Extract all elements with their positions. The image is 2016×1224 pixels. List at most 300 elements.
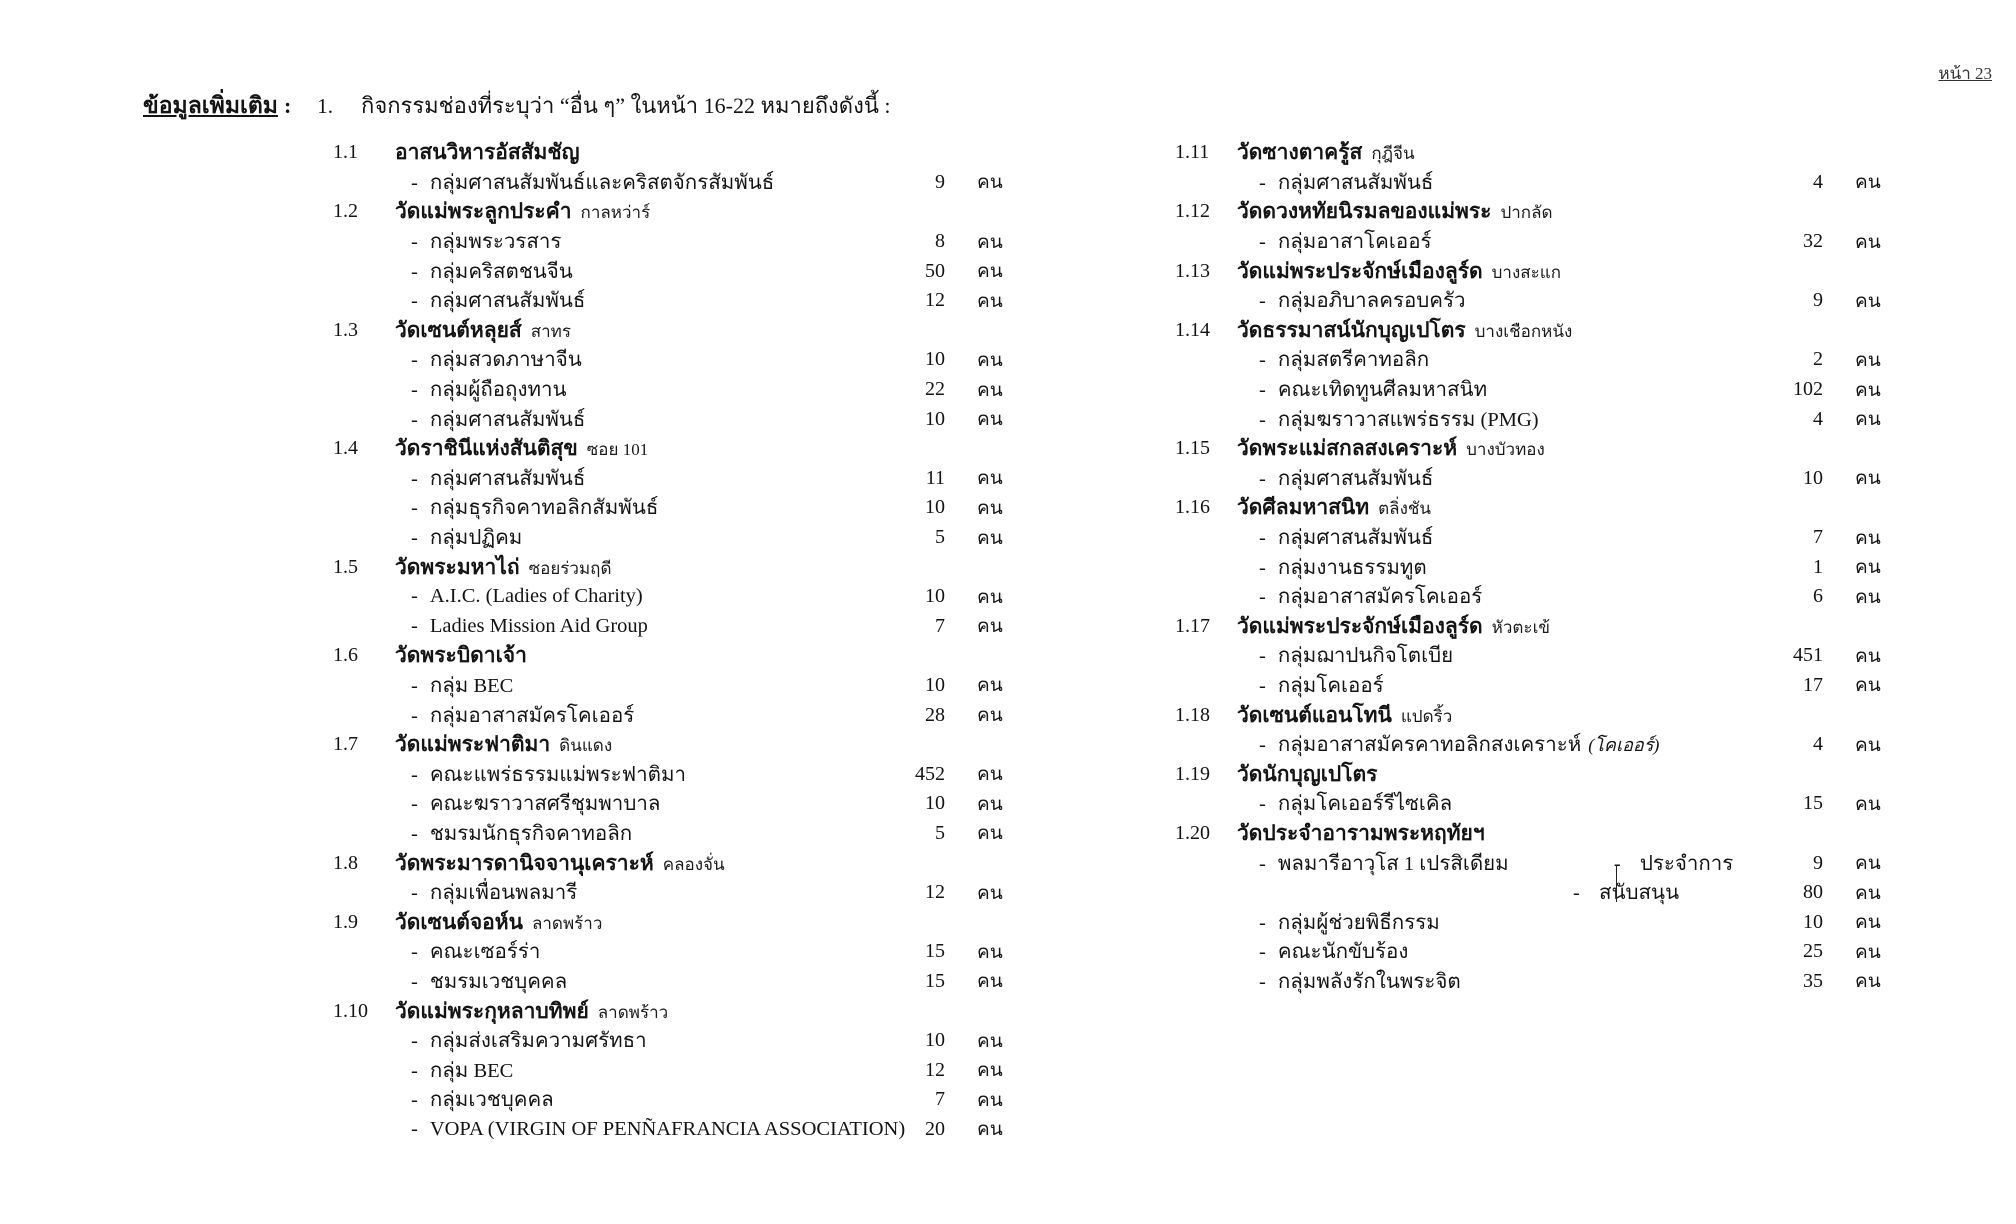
- church-label: [395, 195, 875, 228]
- church-location: สาทร: [530, 321, 571, 341]
- group-label: [1237, 906, 1753, 939]
- section-number: 1.11: [1175, 141, 1210, 164]
- group-text: กลุ่มศาสนสัมพันธ์: [429, 467, 586, 490]
- dash-marker: -: [411, 614, 418, 637]
- group-label: [1237, 373, 1753, 406]
- group-count: 7: [1813, 526, 1823, 549]
- group-unit: คน: [977, 379, 1003, 401]
- group-sub-label: ประจำการ: [1639, 852, 1734, 875]
- church-name: วัดแม่พระลูกประคำ: [395, 199, 572, 224]
- dash-marker: -: [1259, 852, 1266, 875]
- group-text: Ladies Mission Aid Group: [429, 614, 648, 637]
- group-label: [395, 1083, 875, 1116]
- group-text: คณะฆราวาสศรีชุมพาบาล: [429, 793, 661, 816]
- church-name: วัดเซนต์แอนโทนี: [1237, 702, 1392, 727]
- group-row: [333, 937, 1025, 967]
- group-count: 5: [935, 526, 945, 549]
- church-location: บางเชือกหนัง: [1474, 321, 1573, 341]
- group-count: 5: [935, 821, 945, 844]
- header-colon: :: [283, 93, 292, 118]
- church-row: [1175, 316, 1903, 346]
- group-row: [333, 464, 1025, 494]
- church-row: [1175, 256, 1903, 286]
- group-count: 10: [925, 407, 945, 430]
- group-row: [333, 493, 1025, 523]
- church-name: วัดราชินีแห่งสันติสุข: [395, 436, 578, 461]
- group-unit: คน: [1855, 793, 1881, 815]
- group-text: คณะนักขับร้อง: [1277, 941, 1409, 964]
- dash-marker: -: [411, 467, 418, 490]
- group-row: [333, 967, 1025, 997]
- group-unit: คน: [977, 290, 1003, 312]
- church-location: ตลิ่งชัน: [1378, 499, 1432, 519]
- church-name: วัดแม่พระประจักษ์เมืองลูร์ด: [1237, 613, 1483, 638]
- group-text: กลุ่มโคเออร์: [1277, 674, 1384, 697]
- group-unit: คน: [977, 231, 1003, 253]
- group-label: [395, 255, 875, 288]
- group-unit: คน: [977, 793, 1003, 815]
- group-text: กลุ่มธุรกิจคาทอลิกสัมพันธ์: [429, 497, 659, 520]
- church-label: [395, 906, 875, 939]
- group-count: 4: [1813, 733, 1823, 756]
- group-count: 6: [1813, 585, 1823, 608]
- section-number: 1.18: [1175, 703, 1210, 726]
- group-label: [395, 1024, 875, 1057]
- dash-marker: -: [411, 527, 418, 550]
- group-text: VOPA (VIRGIN OF PENÑAFRANCIA ASSOCIATION): [429, 1117, 906, 1140]
- church-location: บางบัวทอง: [1466, 440, 1545, 460]
- group-unit: คน: [977, 1089, 1003, 1111]
- group-label: [395, 521, 875, 554]
- dash-marker: -: [411, 379, 418, 402]
- group-unit: คน: [1855, 882, 1881, 904]
- church-location: ซอยร่วมฤดี: [528, 558, 612, 578]
- church-label: [1237, 314, 1753, 347]
- group-row: [333, 345, 1025, 375]
- church-label: [395, 847, 875, 880]
- dash-marker: -: [1259, 674, 1266, 697]
- church-row: [333, 552, 1025, 582]
- dash-marker: -: [411, 1059, 418, 1082]
- section-number: 1.8: [333, 851, 358, 874]
- church-row: [333, 316, 1025, 346]
- group-label: [1237, 166, 1753, 199]
- group-text: กลุ่มศาสนสัมพันธ์และคริสตจักรสัมพันธ์: [429, 171, 775, 194]
- church-row: [1175, 138, 1903, 168]
- dash-marker: -: [1259, 911, 1266, 934]
- group-count: 1: [1813, 555, 1823, 578]
- dash-marker: -: [1259, 586, 1266, 609]
- church-label: [395, 728, 875, 761]
- group-unit: คน: [1855, 409, 1881, 431]
- dash-marker: -: [1259, 171, 1266, 194]
- group-text: กลุ่มศาสนสัมพันธ์: [429, 408, 586, 431]
- church-row: [1175, 612, 1903, 642]
- group-row: [1175, 345, 1903, 375]
- group-text: กลุ่มเวชบุคคล: [429, 1089, 554, 1112]
- group-unit: คน: [977, 705, 1003, 727]
- group-label: [1237, 462, 1753, 495]
- group-label: [1237, 728, 1753, 761]
- group-label: [395, 787, 875, 820]
- group-unit: คน: [977, 971, 1003, 993]
- church-name: วัดพระบิดาเจ้า: [395, 643, 527, 668]
- group-label: [395, 876, 875, 909]
- group-label: [1237, 343, 1753, 376]
- dash-marker: -: [411, 970, 418, 993]
- dash-marker: -: [411, 497, 418, 520]
- split-bracket: [1573, 882, 1599, 905]
- group-text: กลุ่มโคเออร์รีไซเคิล: [1277, 793, 1453, 816]
- group-row: [333, 671, 1025, 701]
- group-text: กลุ่มอาสาสมัครคาทอลิกสงเคราะห์: [1277, 734, 1582, 757]
- church-label: [395, 995, 875, 1028]
- group-label: [395, 373, 875, 406]
- group-unit: คน: [1855, 172, 1881, 194]
- church-name: อาสนวิหารอัสสัมชัญ: [395, 140, 580, 165]
- group-label: [1237, 965, 1753, 998]
- group-count: 452: [915, 762, 945, 785]
- group-unit: คน: [977, 616, 1003, 638]
- church-location: บางสะแก: [1491, 262, 1562, 282]
- church-name: วัดเซนต์หลุยส์: [395, 317, 522, 342]
- group-row: [333, 286, 1025, 316]
- group-unit: คน: [1855, 468, 1881, 490]
- group-row: [1175, 878, 1903, 908]
- dash-marker: -: [1259, 734, 1266, 757]
- group-label: [395, 403, 875, 436]
- group-label: [1237, 935, 1753, 968]
- group-count: 10: [925, 585, 945, 608]
- group-text: คณะแพร่ธรรมแม่พระฟาติมา: [429, 763, 686, 786]
- group-row: [1175, 730, 1903, 760]
- dash-marker: -: [411, 231, 418, 254]
- church-label: [1237, 817, 1753, 850]
- group-row: [333, 1115, 1025, 1145]
- dash-marker: -: [1573, 882, 1580, 905]
- section-number: 1.1: [333, 141, 358, 164]
- group-unit: คน: [977, 675, 1003, 697]
- church-name: วัดธรรมาสน์นักบุญเปโตร: [1237, 317, 1466, 342]
- group-label: [1237, 787, 1753, 820]
- group-count: 10: [1803, 466, 1823, 489]
- group-unit: คน: [1855, 675, 1881, 697]
- group-count: 7: [935, 1088, 945, 1111]
- group-count: 10: [925, 1029, 945, 1052]
- group-count: 12: [925, 881, 945, 904]
- group-text: A.I.C. (Ladies of Charity): [429, 585, 643, 608]
- column-left: [333, 138, 1025, 1144]
- group-unit: คน: [1855, 349, 1881, 371]
- group-count: 28: [925, 703, 945, 726]
- dash-marker: -: [1259, 793, 1266, 816]
- group-unit: คน: [1855, 971, 1881, 993]
- section-number: 1.10: [333, 999, 368, 1022]
- church-name: วัดศีลมหาสนิท: [1237, 495, 1370, 520]
- group-count: 9: [1813, 289, 1823, 312]
- section-number: 1.4: [333, 437, 358, 460]
- group-unit: คน: [1855, 290, 1881, 312]
- group-unit: คน: [977, 586, 1003, 608]
- church-label: [1237, 491, 1753, 524]
- group-unit: คน: [977, 468, 1003, 490]
- group-label: [395, 699, 875, 732]
- church-row: [333, 197, 1025, 227]
- group-count: 8: [935, 230, 945, 253]
- group-row: [1175, 464, 1903, 494]
- church-row: [333, 730, 1025, 760]
- church-name: วัดพระแม่สกลสงเคราะห์: [1237, 436, 1458, 461]
- page-number: หน้า 23: [1938, 64, 1992, 83]
- group-text: กลุ่มอาสาสมัครโคเออร์: [1277, 586, 1483, 609]
- header-title: กิจกรรมช่องที่ระบุว่า “อื่น ๆ” ในหน้า 16-22 หมายถึงดังนี้ :: [361, 93, 891, 118]
- group-text: กลุ่มงานธรรมทูต: [1277, 556, 1427, 579]
- group-count: 10: [925, 673, 945, 696]
- group-row: [1175, 227, 1903, 257]
- group-unit: คน: [1855, 912, 1881, 934]
- section-number: 1.3: [333, 318, 358, 341]
- document-header: [143, 88, 890, 124]
- church-label: [1237, 610, 1753, 643]
- dash-marker: -: [1259, 231, 1266, 254]
- group-unit: คน: [977, 823, 1003, 845]
- church-location: กาลหว่าร์: [580, 203, 651, 223]
- group-unit: คน: [1855, 379, 1881, 401]
- dash-marker: -: [411, 763, 418, 786]
- group-label: [395, 1117, 906, 1141]
- group-main-label: พลมารีอาวุโส 1 เปรสิเดียม: [1277, 852, 1509, 875]
- group-row: [333, 1085, 1025, 1115]
- group-text: กลุ่มผู้ช่วยพิธีกรรม: [1277, 911, 1440, 934]
- church-row: [1175, 434, 1903, 464]
- dash-marker: -: [1259, 645, 1266, 668]
- section-number: 1.15: [1175, 437, 1210, 460]
- group-row: [333, 227, 1025, 257]
- group-unit: คน: [1855, 734, 1881, 756]
- dash-marker: -: [1259, 408, 1266, 431]
- section-number: 1.17: [1175, 614, 1210, 637]
- group-label: [1237, 403, 1753, 436]
- group-unit: คน: [977, 1060, 1003, 1082]
- church-location: ปากลัด: [1500, 203, 1553, 223]
- group-row: [1175, 582, 1903, 612]
- church-label: [395, 551, 875, 584]
- church-location: หัวตะเข้: [1491, 617, 1550, 637]
- dash-marker: -: [411, 793, 418, 816]
- dash-marker: -: [1613, 852, 1621, 875]
- section-number: 1.13: [1175, 259, 1210, 282]
- group-count: 20: [925, 1117, 945, 1140]
- group-row: [1175, 523, 1903, 553]
- group-count: 4: [1813, 407, 1823, 430]
- group-count: 4: [1813, 170, 1823, 193]
- group-count: 80: [1803, 881, 1823, 904]
- group-text: กลุ่ม BEC: [429, 674, 514, 697]
- group-label: [395, 166, 875, 199]
- section-number: 1.7: [333, 733, 358, 756]
- group-unit: คน: [1855, 645, 1881, 667]
- group-label: [1237, 876, 1753, 909]
- group-unit: คน: [977, 1030, 1003, 1052]
- group-count: 15: [925, 940, 945, 963]
- section-number: 1.12: [1175, 200, 1210, 223]
- church-row: [333, 138, 1025, 168]
- church-location: แปดริ้ว: [1400, 706, 1453, 726]
- group-label: [1237, 225, 1753, 258]
- group-unit: คน: [977, 764, 1003, 786]
- group-text: ชมรมนักธุรกิจคาทอลิก: [429, 822, 633, 845]
- group-unit: คน: [977, 261, 1003, 283]
- group-text: คณะเทิดทูนศีลมหาสนิท: [1277, 379, 1488, 402]
- church-name: วัดเซนต์จอห์น: [395, 909, 523, 934]
- group-unit: คน: [977, 172, 1003, 194]
- group-unit: คน: [1855, 557, 1881, 579]
- group-unit: คน: [1855, 941, 1881, 963]
- group-count: 22: [925, 378, 945, 401]
- dash-marker: -: [1259, 290, 1266, 313]
- church-label: [1237, 195, 1753, 228]
- church-name: วัดประจำอารามพระหฤทัยฯ: [1237, 820, 1485, 845]
- church-row: [1175, 197, 1903, 227]
- church-row: [1175, 819, 1903, 849]
- group-text: กลุ่มศาสนสัมพันธ์: [429, 290, 586, 313]
- church-name: วัดพระมหาไถ่: [395, 554, 520, 579]
- dash-marker: -: [411, 1117, 418, 1140]
- church-row: [333, 641, 1025, 671]
- group-text: กลุ่ม BEC: [429, 1059, 514, 1082]
- group-count: 15: [1803, 792, 1823, 815]
- church-row: [333, 907, 1025, 937]
- dash-marker: -: [411, 674, 418, 697]
- group-row: [1175, 286, 1903, 316]
- group-row: [1175, 967, 1903, 997]
- group-row: [333, 700, 1025, 730]
- church-location: ลาดพร้าว: [597, 1002, 669, 1022]
- group-text: กลุ่มฆราวาสแพร่ธรรม (PMG): [1277, 408, 1539, 431]
- church-name: วัดแม่พระฟาติมา: [395, 732, 551, 757]
- group-label: [395, 615, 875, 638]
- group-count: 32: [1803, 230, 1823, 253]
- group-count: 10: [925, 348, 945, 371]
- church-location: คลองจั่น: [662, 854, 725, 874]
- group-text: ชมรมเวชบุคคล: [429, 970, 568, 993]
- group-row: [333, 582, 1025, 612]
- group-count: 35: [1803, 969, 1823, 992]
- dash-marker: -: [1259, 941, 1266, 964]
- group-row: [333, 168, 1025, 198]
- church-label: [395, 639, 875, 672]
- group-count: 25: [1803, 940, 1823, 963]
- dash-marker: -: [411, 1089, 418, 1112]
- group-label: [395, 225, 875, 258]
- group-unit: คน: [977, 941, 1003, 963]
- group-row: [333, 789, 1025, 819]
- group-row: [1175, 552, 1903, 582]
- church-row: [1175, 759, 1903, 789]
- group-text: กลุ่มศาสนสัมพันธ์: [1277, 527, 1434, 550]
- group-row: [1175, 848, 1903, 878]
- group-text: กลุ่มอาสาโคเออร์: [1277, 231, 1432, 254]
- group-label: [1237, 669, 1753, 702]
- group-count: 12: [925, 1058, 945, 1081]
- header-item-number: 1.: [317, 94, 334, 118]
- group-row: [333, 375, 1025, 405]
- group-label: [395, 817, 875, 850]
- group-row: [333, 612, 1025, 642]
- church-name: วัดซางตาครู้ส: [1237, 140, 1363, 165]
- group-count: 102: [1793, 378, 1823, 401]
- dash-marker: -: [411, 585, 418, 608]
- group-label: [395, 343, 875, 376]
- group-count: 451: [1793, 644, 1823, 667]
- group-label: [395, 935, 875, 968]
- group-unit: คน: [1855, 231, 1881, 253]
- group-row: [333, 256, 1025, 286]
- group-unit: คน: [977, 1119, 1003, 1141]
- group-label: [395, 1054, 875, 1087]
- section-number: 1.19: [1175, 762, 1210, 785]
- group-unit: คน: [977, 409, 1003, 431]
- group-row: [333, 523, 1025, 553]
- church-label: [395, 136, 875, 169]
- dash-marker: -: [411, 171, 418, 194]
- section-number: 1.16: [1175, 496, 1210, 519]
- group-count: 10: [1803, 910, 1823, 933]
- church-row: [333, 996, 1025, 1026]
- group-text: กลุ่มคริสตชนจีน: [429, 260, 573, 283]
- dash-marker: -: [411, 1030, 418, 1053]
- group-count: 50: [925, 259, 945, 282]
- group-count: 9: [1813, 851, 1823, 874]
- church-row: [333, 434, 1025, 464]
- group-text: กลุ่มพระวรสาร: [429, 231, 562, 254]
- dash-marker: -: [411, 941, 418, 964]
- church-name: วัดแม่พระกุหลาบทิพย์: [395, 998, 589, 1023]
- church-label: [1237, 432, 1753, 465]
- dash-marker: -: [1259, 527, 1266, 550]
- dash-marker: -: [411, 704, 418, 727]
- group-unit: คน: [977, 349, 1003, 371]
- group-unit: คน: [977, 527, 1003, 549]
- group-row: [333, 1026, 1025, 1056]
- section-number: 1.9: [333, 910, 358, 933]
- group-text: คณะเซอร์ร่า: [429, 941, 541, 964]
- group-text: กลุ่มผู้ถือถุงทาน: [429, 379, 567, 402]
- group-label: [395, 284, 875, 317]
- group-unit: คน: [1855, 853, 1881, 875]
- group-label: [1237, 847, 1753, 880]
- church-location: ลาดพร้าว: [531, 913, 603, 933]
- dash-marker: -: [411, 882, 418, 905]
- church-name: วัดดวงหทัยนิรมลของแม่พระ: [1237, 199, 1492, 224]
- group-note-italic: (โคเออร์): [1588, 735, 1660, 756]
- dash-marker: -: [411, 408, 418, 431]
- church-label: [1237, 255, 1753, 288]
- group-text: กลุ่มสตรีคาทอลิก: [1277, 349, 1430, 372]
- group-label: [1237, 639, 1753, 672]
- church-label: [395, 314, 875, 347]
- group-count: 7: [935, 614, 945, 637]
- group-row: [1175, 404, 1903, 434]
- church-row: [1175, 700, 1903, 730]
- church-row: [1175, 493, 1903, 523]
- group-unit: คน: [977, 497, 1003, 519]
- group-text: กลุ่มพลังรักในพระจิต: [1277, 970, 1461, 993]
- group-text: กลุ่มศาสนสัมพันธ์: [1277, 171, 1434, 194]
- section-number: 1.2: [333, 200, 358, 223]
- group-text: กลุ่มอาสาสมัครโคเออร์: [429, 704, 635, 727]
- church-location: ดินแดง: [559, 736, 613, 756]
